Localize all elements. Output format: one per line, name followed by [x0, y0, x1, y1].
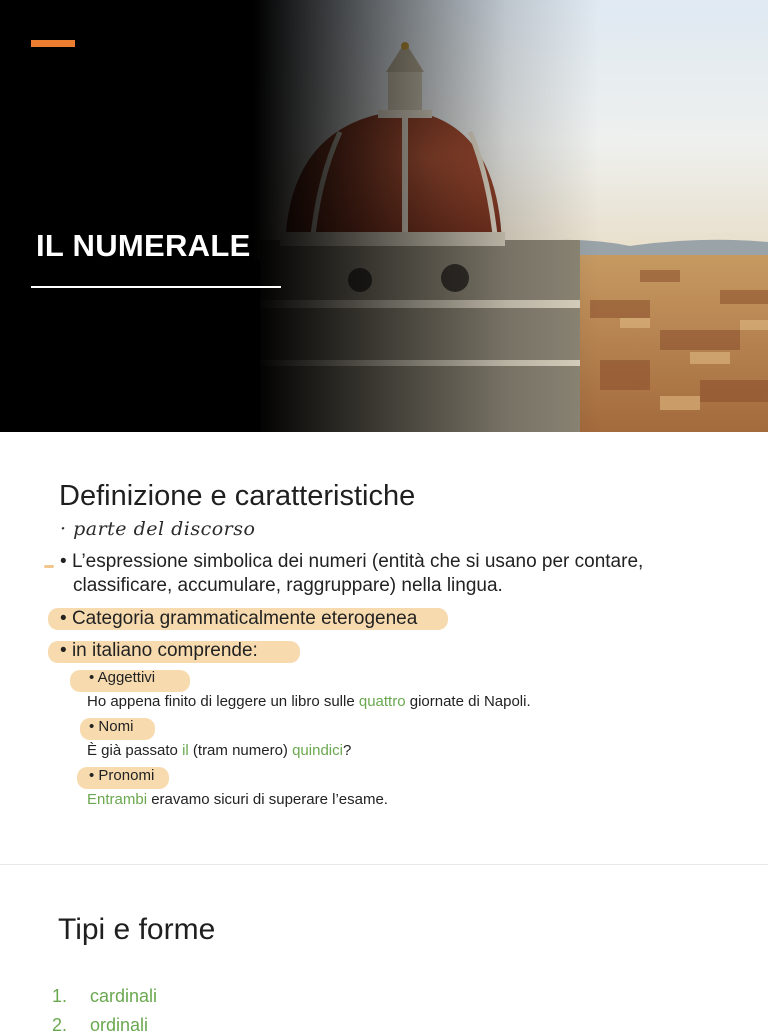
title-underline — [31, 286, 281, 288]
highlight-mark — [44, 565, 54, 568]
bullet-definition: • L’espressione simbolica dei numeri (entità che si usano per contare, classificare, accumulare, raggruppare) nella lingua. — [60, 551, 644, 596]
title-slide — [0, 0, 768, 432]
slide-heading: Definizione e caratteristiche — [59, 480, 416, 512]
sub-bullet-nomi: • Nomi — [89, 718, 134, 735]
accent-bar — [31, 40, 75, 47]
example-pronomi: Entrambi eravamo sicuri di superare l’esame. — [87, 791, 388, 808]
list-item: 2. ordinali — [52, 1015, 149, 1035]
handwritten-note: · parte del discorso — [60, 518, 256, 540]
slide-heading: Tipi e forme — [58, 913, 216, 946]
list-item: 1. cardinali — [52, 986, 158, 1006]
sub-bullet-aggettivi: • Aggettivi — [89, 669, 156, 686]
sub-bullet-pronomi: • Pronomi — [89, 767, 155, 784]
slide-title: IL NUMERALE — [36, 228, 251, 263]
bullet-category: • Categoria grammaticalmente eterogenea — [60, 608, 418, 629]
definition-slide — [0, 432, 768, 864]
florence-cathedral-photo — [0, 0, 768, 432]
types-slide — [0, 864, 768, 1035]
bullet-includes: • in italiano comprende: — [60, 640, 258, 661]
example-aggettivi: Ho appena finito di leggere un libro sulle quattro giornate di Napoli. — [87, 693, 531, 710]
example-nomi: È già passato il (tram numero) quindici? — [87, 742, 352, 759]
